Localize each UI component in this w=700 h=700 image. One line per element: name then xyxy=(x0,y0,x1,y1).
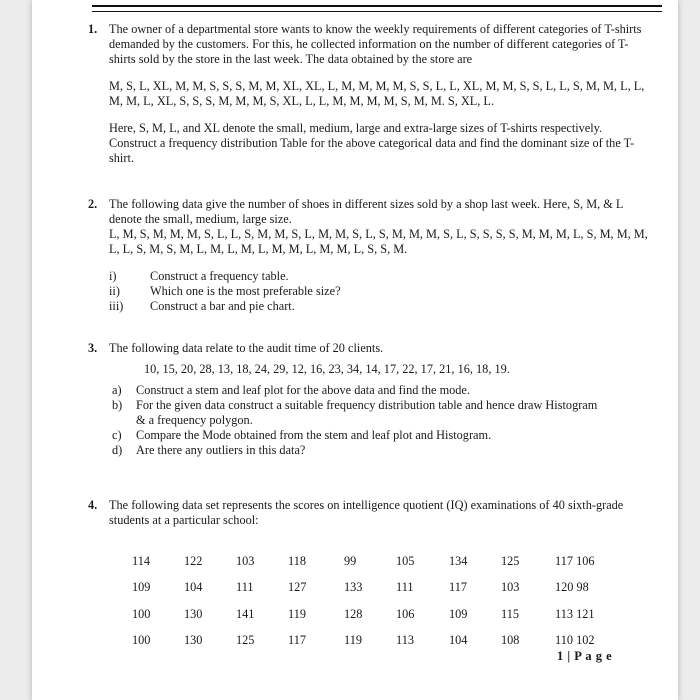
table-cell: 108 xyxy=(501,633,520,648)
table-cell: 99 xyxy=(344,553,357,568)
table-cell: 100 xyxy=(132,633,151,648)
table-cell: 117 xyxy=(449,580,467,595)
question-3-intro: The following data relate to the audit time of 20 clients. xyxy=(109,341,384,355)
list-item: iii) Construct a bar and pie chart. xyxy=(109,299,295,313)
table-cell: 141 xyxy=(236,606,255,621)
document-page xyxy=(32,0,678,700)
table-cell: 106 xyxy=(396,606,415,621)
header-rule-thin xyxy=(92,11,662,12)
question-1 xyxy=(88,22,648,166)
table-row xyxy=(132,548,619,575)
table-cell: 134 xyxy=(449,553,468,568)
table-cell: 113 121 xyxy=(555,606,595,621)
table-cell: 119 xyxy=(288,606,306,621)
table-cell: 127 xyxy=(288,580,307,595)
table-cell: 130 xyxy=(184,633,203,648)
table-cell: 111 xyxy=(396,580,414,595)
table-cell: 118 xyxy=(288,553,306,568)
table-cell: 111 xyxy=(236,580,254,595)
table-cell: 103 xyxy=(501,580,520,595)
table-cell: 114 xyxy=(132,553,150,568)
table-cell: 103 xyxy=(236,553,255,568)
question-1-number: 1. xyxy=(88,22,98,36)
page-number: 1 | P a g e xyxy=(557,649,613,663)
question-1-data: M, S, L, XL, M, M, S, S, S, M, M, XL, XL, L, M, M, M, M, S, S, L, L, XL, M, M, S, S, L, L, S, M, M, L, L, M, M, L, XL, S, S, S, M, M, M, S, XL, L, L, M, M, M, M, S, M, M. S, XL, L. xyxy=(109,79,645,108)
table-cell: 125 xyxy=(501,553,520,568)
table-cell: 125 xyxy=(236,633,255,648)
question-2-number: 2. xyxy=(88,197,98,211)
table-cell: 115 xyxy=(501,606,519,621)
table-cell: 104 xyxy=(449,633,468,648)
table-cell: 130 xyxy=(184,606,203,621)
table-cell: 104 xyxy=(184,580,203,595)
question-1-intro: The owner of a departmental store wants to know the weekly requirements of different categories of T-shirts demanded by the customers. For this, he collected information on the number of different categories of T-shirts sold by the store in the last week. The data obtained by the store are xyxy=(109,22,642,66)
question-4 xyxy=(88,498,648,528)
table-row xyxy=(132,575,619,602)
table-cell: 117 xyxy=(288,633,306,648)
table-row xyxy=(132,628,619,655)
table-cell: 109 xyxy=(132,580,151,595)
table-cell: 122 xyxy=(184,553,203,568)
table-cell: 113 xyxy=(396,633,414,648)
question-4-intro: The following data set represents the scores on intelligence quotient (IQ) examinations of 40 sixth-grade students at a particular school: xyxy=(109,498,624,527)
iq-scores-table xyxy=(132,548,619,654)
question-1-closing: Here, S, M, L, and XL denote the small, medium, large and extra-large sizes of T-shirts respectively. Construct a frequency distribution Table for the above categorical data and find the dominant size of the T-shirt. xyxy=(109,121,635,165)
list-item: ii) Which one is the most preferable size? xyxy=(109,284,341,298)
question-3 xyxy=(88,341,648,458)
table-cell: 128 xyxy=(344,606,363,621)
table-cell: 100 xyxy=(132,606,151,621)
question-4-number: 4. xyxy=(88,498,98,512)
table-cell: 119 xyxy=(344,633,362,648)
table-cell: 117 106 xyxy=(555,553,595,568)
table-row xyxy=(132,601,619,628)
question-2 xyxy=(88,197,648,314)
table-cell: 133 xyxy=(344,580,363,595)
question-3-data: 10, 15, 20, 28, 13, 18, 24, 29, 12, 16, 23, 34, 14, 17, 22, 17, 21, 16, 18, 19. xyxy=(144,362,510,376)
list-item: i) Construct a frequency table. xyxy=(109,269,289,283)
list-item: b) For the given data construct a suitable frequency distribution table and hence draw Histogram & a frequency polygon. xyxy=(112,398,598,427)
table-cell: 105 xyxy=(396,553,415,568)
table-cell: 109 xyxy=(449,606,468,621)
question-2-intro: The following data give the number of shoes in different sizes sold by a shop last week. Here, S, M, & L denote the small, medium, large size. xyxy=(109,197,623,226)
list-item: c) Compare the Mode obtained from the stem and leaf plot and Histogram. xyxy=(112,428,492,442)
header-rule-thick xyxy=(92,5,662,7)
list-item: a) Construct a stem and leaf plot for the above data and find the mode. xyxy=(112,383,470,397)
table-cell: 120 98 xyxy=(555,580,589,595)
question-3-number: 3. xyxy=(88,341,98,355)
question-2-data: L, M, S, M, M, M, S, L, L, S, M, M, S, L, M, M, S, L, S, M, M, M, S, L, S, S, S, S, M, M, M, L, S, M, M, M, L, L, S, M, S, M, L, M, L, M, L, M, M, L, M, M, L, S, S, M. xyxy=(109,227,648,256)
table-cell: 110 102 xyxy=(555,633,595,648)
list-item: d) Are there any outliers in this data? xyxy=(112,443,306,457)
